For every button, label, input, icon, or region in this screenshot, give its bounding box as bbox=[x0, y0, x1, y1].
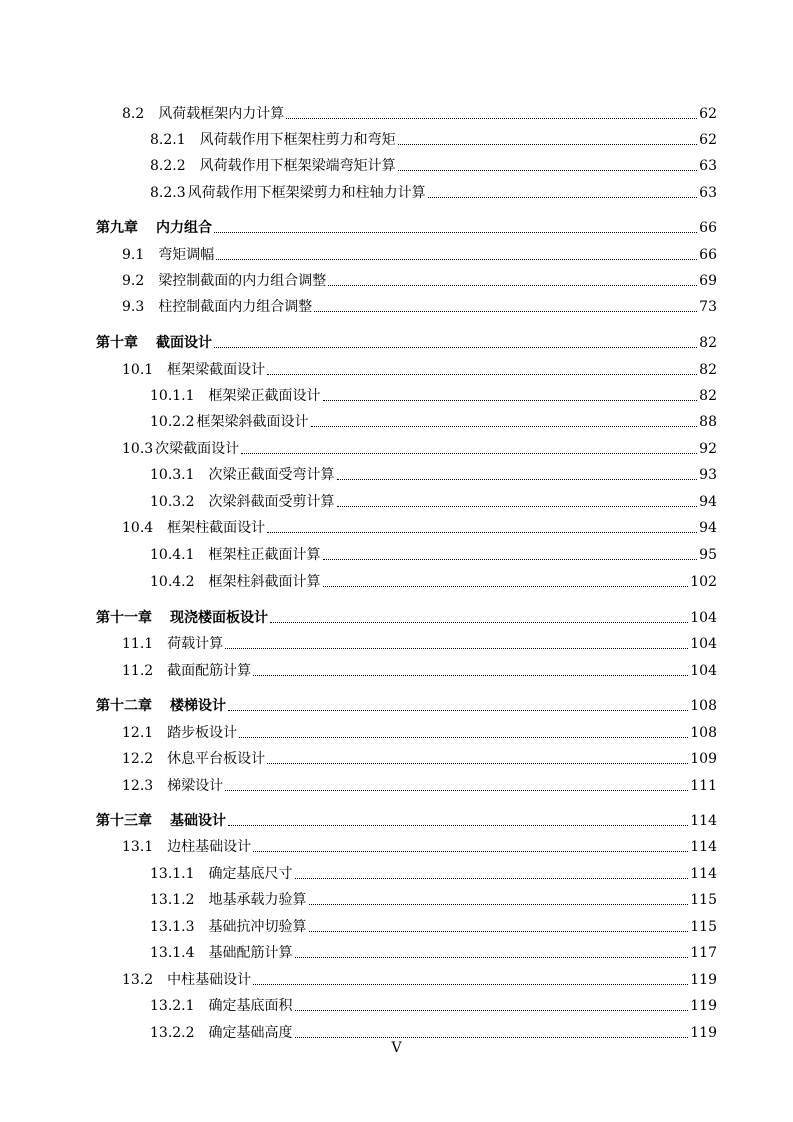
toc-entry[interactable] bbox=[122, 268, 717, 290]
toc-entry-title: 确定基底面积 bbox=[208, 998, 293, 1014]
dot-leader bbox=[337, 505, 698, 507]
toc-entry-number: 13.1 bbox=[122, 839, 154, 855]
dot-leader bbox=[309, 930, 689, 932]
toc-entry[interactable] bbox=[122, 242, 717, 264]
dot-leader bbox=[270, 621, 688, 623]
toc-entry[interactable] bbox=[150, 914, 717, 936]
toc-entry-number: 10.3.2 bbox=[150, 494, 195, 510]
toc-entry[interactable] bbox=[122, 357, 717, 379]
toc-entry-title: 框架梁正截面设计 bbox=[208, 388, 321, 404]
dot-leader bbox=[253, 674, 688, 676]
toc-entry-page: 82 bbox=[699, 388, 717, 404]
toc-entry-title: 内力组合 bbox=[156, 220, 212, 236]
toc-entry-page: 119 bbox=[690, 998, 717, 1014]
toc-entry-number: 13.2 bbox=[122, 972, 154, 988]
dot-leader bbox=[314, 310, 697, 312]
toc-entry-number: 第十三章 bbox=[96, 813, 152, 829]
toc-entry-page: 94 bbox=[699, 520, 717, 536]
toc-entry-number: 11.1 bbox=[122, 636, 154, 652]
toc-entry-page: 117 bbox=[690, 945, 717, 961]
toc-entry-number: 13.1.1 bbox=[150, 866, 195, 882]
toc-entry-page: 104 bbox=[690, 610, 717, 626]
toc-entry-page: 104 bbox=[690, 663, 717, 679]
toc-entry-page: 114 bbox=[690, 839, 717, 855]
dot-leader bbox=[225, 789, 688, 791]
dot-leader bbox=[216, 258, 697, 260]
toc-entry-title: 次梁斜截面受剪计算 bbox=[208, 494, 335, 510]
toc-entry-page: 104 bbox=[690, 636, 717, 652]
dot-leader bbox=[214, 346, 697, 348]
dot-leader bbox=[239, 736, 688, 738]
dot-leader bbox=[311, 425, 698, 427]
toc-entry-number: 10.1 bbox=[122, 362, 154, 378]
toc-entry[interactable] bbox=[150, 940, 717, 962]
toc-entry[interactable] bbox=[122, 436, 717, 458]
toc-entry[interactable] bbox=[122, 720, 717, 742]
dot-leader bbox=[398, 169, 698, 171]
dot-leader bbox=[323, 399, 698, 401]
dot-leader bbox=[323, 558, 698, 560]
dot-leader bbox=[267, 373, 697, 375]
toc-entry-page: 108 bbox=[690, 698, 717, 714]
toc-entry-number: 10.3 bbox=[122, 441, 154, 457]
toc-entry-title: 荷载计算 bbox=[167, 636, 224, 652]
toc-entry[interactable] bbox=[122, 967, 717, 989]
toc-entry-title: 基础配筋计算 bbox=[208, 945, 293, 961]
toc-entry[interactable] bbox=[122, 834, 717, 856]
toc-entry-number: 8.2.3 bbox=[150, 185, 186, 201]
toc-entry-page: 82 bbox=[699, 362, 717, 378]
toc-entry-title: 截面设计 bbox=[156, 335, 212, 351]
toc-entry-number: 10.4.1 bbox=[150, 547, 195, 563]
toc-entry-title: 休息平台板设计 bbox=[167, 751, 266, 767]
toc-entry-number: 10.4 bbox=[122, 520, 154, 536]
toc-entry-title: 框架梁斜截面设计 bbox=[196, 414, 309, 430]
toc-entry-page: 109 bbox=[690, 751, 717, 767]
toc-chapter-entry[interactable] bbox=[96, 808, 717, 830]
toc-entry-number: 11.2 bbox=[122, 663, 154, 679]
toc-entry-number: 12.3 bbox=[122, 778, 154, 794]
toc-entry-number: 10.2.2 bbox=[150, 414, 195, 430]
toc-entry[interactable] bbox=[150, 409, 717, 431]
toc-entry-number: 10.4.2 bbox=[150, 574, 195, 590]
toc-entry-page: 94 bbox=[699, 494, 717, 510]
toc-entry[interactable] bbox=[122, 294, 717, 316]
toc-entry-page: 62 bbox=[699, 132, 717, 148]
toc-entry-number: 10.3.1 bbox=[150, 467, 195, 483]
toc-entry-number: 12.2 bbox=[122, 751, 154, 767]
toc-entry-page: 63 bbox=[699, 185, 717, 201]
toc-entry-title: 现浇楼面板设计 bbox=[170, 610, 268, 626]
toc-entry-number: 9.3 bbox=[122, 299, 145, 315]
toc-entry-title: 风荷载作用下框架柱剪力和弯矩 bbox=[199, 132, 396, 148]
toc-entry-title: 基础抗冲切验算 bbox=[208, 919, 307, 935]
toc-entry-number: 12.1 bbox=[122, 725, 154, 741]
dot-leader bbox=[267, 531, 697, 533]
toc-entry[interactable] bbox=[150, 542, 717, 564]
toc-entry-page: 92 bbox=[699, 441, 717, 457]
toc-entry-page: 114 bbox=[690, 813, 717, 829]
toc-entry-page: 114 bbox=[690, 866, 717, 882]
dot-leader bbox=[214, 231, 697, 233]
toc-entry[interactable] bbox=[150, 127, 717, 149]
dot-leader bbox=[295, 1036, 689, 1038]
toc-entry[interactable] bbox=[150, 383, 717, 405]
toc-entry-title: 框架柱斜截面计算 bbox=[208, 574, 321, 590]
toc-chapter-entry[interactable] bbox=[96, 605, 717, 627]
toc-entry-number: 13.2.1 bbox=[150, 998, 195, 1014]
toc-entry[interactable] bbox=[150, 993, 717, 1015]
toc-entry-number: 10.1.1 bbox=[150, 388, 195, 404]
toc-entry-title: 中柱基础设计 bbox=[167, 972, 252, 988]
toc-entry-title: 梁控制截面的内力组合调整 bbox=[158, 273, 327, 289]
toc-entry-title: 楼梯设计 bbox=[170, 698, 226, 714]
dot-leader bbox=[228, 709, 688, 711]
dot-leader bbox=[295, 877, 689, 879]
toc-entry[interactable] bbox=[122, 631, 717, 653]
toc-entry-title: 基础设计 bbox=[170, 813, 226, 829]
toc-entry-page: 62 bbox=[699, 106, 717, 122]
toc-entry-page: 69 bbox=[699, 273, 717, 289]
toc-entry[interactable] bbox=[150, 489, 717, 511]
toc-entry-page: 63 bbox=[699, 158, 717, 174]
toc-entry[interactable] bbox=[122, 658, 717, 680]
toc-chapter-entry[interactable] bbox=[96, 693, 717, 715]
dot-leader bbox=[228, 824, 688, 826]
toc-entry-title: 踏步板设计 bbox=[167, 725, 238, 741]
toc-entry-title: 弯矩调幅 bbox=[158, 247, 215, 263]
dot-leader bbox=[309, 903, 689, 905]
toc-entry-title: 风荷载作用下框架梁端弯矩计算 bbox=[199, 158, 396, 174]
dot-leader bbox=[241, 452, 697, 454]
toc-chapter-entry[interactable] bbox=[96, 330, 717, 352]
toc-entry-number: 8.2.1 bbox=[150, 132, 186, 148]
toc-entry-number: 13.2.2 bbox=[150, 1025, 195, 1041]
toc-entry-page: 95 bbox=[699, 547, 717, 563]
page-number-footer: V bbox=[391, 1040, 402, 1056]
toc-entry-title: 确定基础高度 bbox=[208, 1025, 293, 1041]
toc-entry-title: 地基承载力验算 bbox=[208, 892, 307, 908]
toc-entry-page: 108 bbox=[690, 725, 717, 741]
toc-entry-page: 119 bbox=[690, 1025, 717, 1041]
dot-leader bbox=[398, 143, 698, 145]
toc-entry-title: 确定基底尺寸 bbox=[208, 866, 293, 882]
dot-leader bbox=[295, 1009, 689, 1011]
toc-entry-number: 13.1.2 bbox=[150, 892, 195, 908]
toc-entry-number: 13.1.3 bbox=[150, 919, 195, 935]
toc-entry-page: 119 bbox=[690, 972, 717, 988]
toc-chapter-entry[interactable] bbox=[96, 215, 717, 237]
dot-leader bbox=[286, 117, 697, 119]
toc-entry[interactable] bbox=[122, 773, 717, 795]
toc-entry-page: 102 bbox=[690, 574, 717, 590]
toc-entry-title: 次梁截面设计 bbox=[155, 441, 240, 457]
toc-entry-title: 梯梁设计 bbox=[167, 778, 224, 794]
dot-leader bbox=[337, 478, 698, 480]
dot-leader bbox=[253, 983, 688, 985]
dot-leader bbox=[253, 850, 688, 852]
toc-entry-number: 8.2.2 bbox=[150, 158, 186, 174]
dot-leader bbox=[428, 196, 698, 198]
toc-entry[interactable] bbox=[150, 180, 717, 202]
toc-entry[interactable] bbox=[122, 746, 717, 768]
toc-entry-title: 边柱基础设计 bbox=[167, 839, 252, 855]
toc-entry-page: 93 bbox=[699, 467, 717, 483]
dot-leader bbox=[323, 585, 689, 587]
dot-leader bbox=[328, 284, 697, 286]
dot-leader bbox=[295, 956, 689, 958]
toc-entry-title: 框架柱截面设计 bbox=[167, 520, 266, 536]
toc-entry[interactable] bbox=[150, 861, 717, 883]
toc-entry-number: 13.1.4 bbox=[150, 945, 195, 961]
toc-entry[interactable] bbox=[150, 887, 717, 909]
toc-entry[interactable] bbox=[150, 1020, 717, 1042]
dot-leader bbox=[225, 647, 688, 649]
toc-entry-page: 66 bbox=[699, 220, 717, 236]
toc-entry-title: 风荷载作用下框架梁剪力和柱轴力计算 bbox=[187, 185, 426, 201]
toc-entry[interactable] bbox=[150, 153, 717, 175]
toc-entry-number: 第九章 bbox=[96, 220, 138, 236]
toc-entry-page: 88 bbox=[699, 414, 717, 430]
toc-entry-number: 9.2 bbox=[122, 273, 145, 289]
toc-entry-title: 次梁正截面受弯计算 bbox=[208, 467, 335, 483]
toc-entry[interactable] bbox=[122, 101, 717, 123]
toc-entry-page: 82 bbox=[699, 335, 717, 351]
toc-entry[interactable] bbox=[150, 569, 717, 591]
toc-entry-number: 第十二章 bbox=[96, 698, 152, 714]
toc-entry-title: 截面配筋计算 bbox=[167, 663, 252, 679]
toc-entry-title: 风荷载框架内力计算 bbox=[158, 106, 285, 122]
toc-entry[interactable] bbox=[150, 462, 717, 484]
toc-entry-page: 66 bbox=[699, 247, 717, 263]
toc-entry-number: 8.2 bbox=[122, 106, 145, 122]
toc-entry-number: 第十章 bbox=[96, 335, 138, 351]
toc-entry-page: 115 bbox=[690, 892, 717, 908]
toc-entry-page: 73 bbox=[699, 299, 717, 315]
toc-entry-number: 第十一章 bbox=[96, 610, 152, 626]
toc-entry-title: 框架柱正截面计算 bbox=[208, 547, 321, 563]
toc-entry-title: 框架梁截面设计 bbox=[167, 362, 266, 378]
toc-entry-page: 115 bbox=[690, 919, 717, 935]
toc-entry-page: 111 bbox=[690, 778, 717, 794]
toc-entry[interactable] bbox=[122, 515, 717, 537]
dot-leader bbox=[267, 762, 688, 764]
toc-entry-title: 柱控制截面内力组合调整 bbox=[158, 299, 313, 315]
toc-entry-number: 9.1 bbox=[122, 247, 145, 263]
